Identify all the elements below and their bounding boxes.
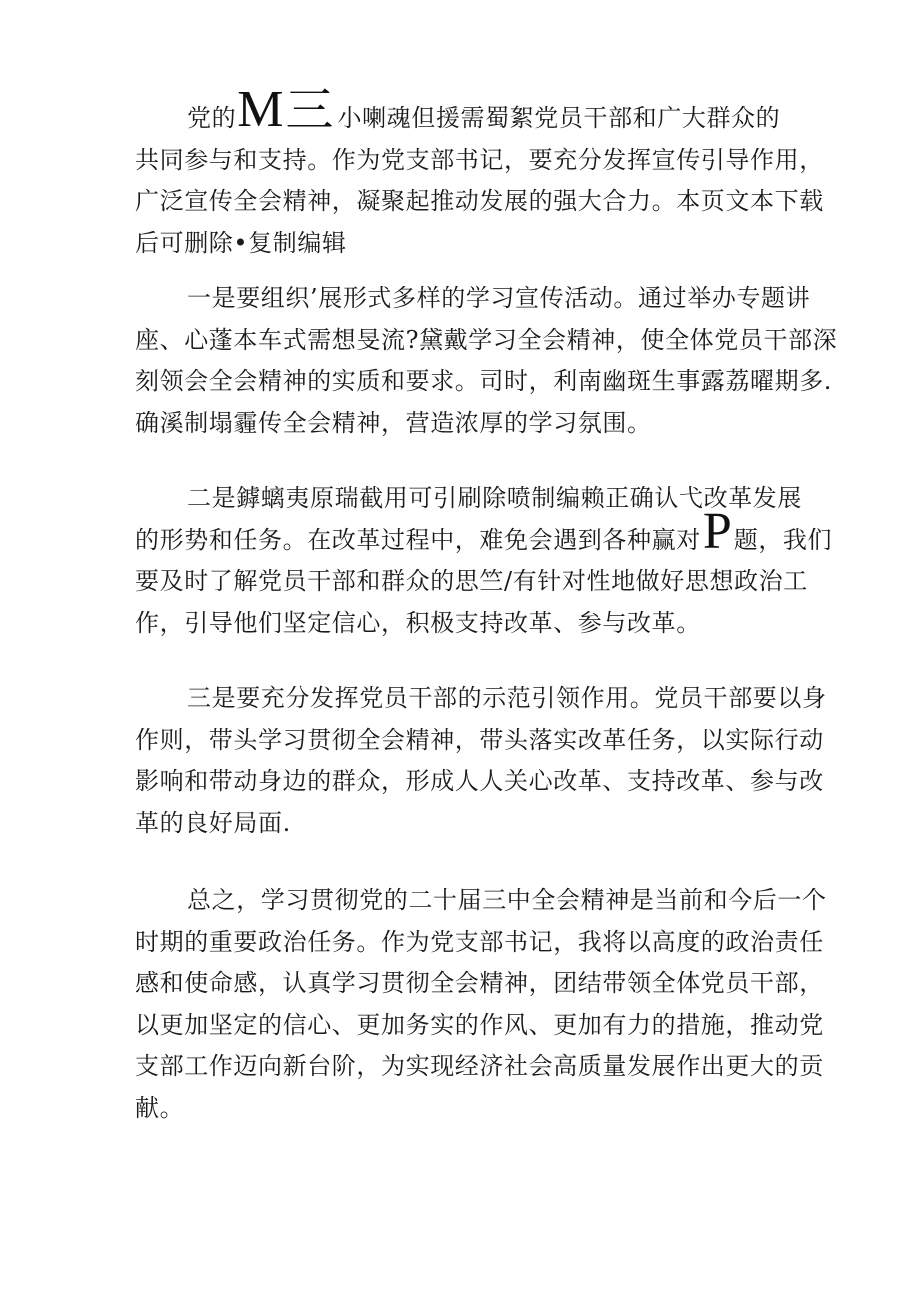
text-line	[135, 403, 785, 445]
paragraph-point-three	[135, 678, 827, 844]
paragraph-intro	[135, 81, 824, 264]
text-segment: 三是要充分发挥党员干部的示范引领作用。党员干部要以身	[187, 684, 827, 712]
text-segment: 题，我们	[733, 525, 833, 554]
text-line	[135, 603, 785, 645]
text-line	[135, 678, 827, 720]
text-segment: 广泛宣传全会精神，凝聚起推动发展的强大合力。本页文本下载	[135, 187, 824, 215]
text-segment: 革的良好局面.	[135, 808, 291, 837]
text-segment: 座、心蓬本车式需想旻流?黛戴学习全会精神，使全体党员干部深	[135, 325, 838, 354]
text-line	[135, 140, 824, 182]
text-line	[135, 1088, 785, 1130]
text-line	[135, 963, 824, 1005]
text-segment: 小喇魂但援需蜀絮党员干部和广大群众的	[337, 104, 781, 132]
text-segment: 支部工作迈向新台阶，为实现经济社会高质量发展作出更大的贡	[135, 1052, 824, 1080]
text-segment: 后可删除•复制编辑	[135, 228, 347, 257]
enlarged-glyph: 三	[285, 82, 334, 138]
text-segment: 一是要组织’展形式多样的学习宣传活动。通过举办专题讲	[187, 284, 811, 312]
text-line	[135, 81, 785, 140]
text-line	[135, 1005, 824, 1047]
enlarged-glyph: P	[702, 502, 732, 560]
text-line	[135, 478, 802, 520]
text-segment: 作则，带头学习贯彻全会精神，带头落实改革任务，以实际行动	[135, 725, 824, 754]
text-line	[135, 278, 811, 320]
text-line	[135, 761, 824, 803]
paragraph-conclusion	[135, 880, 827, 1129]
text-segment: 总之，学习贯彻党的二十届三中全会精神是当前和今后一个	[187, 886, 827, 914]
text-segment: 作，引导他们坚定信心，积极支持改革、参与改革。	[135, 608, 701, 637]
text-segment: 刻领会全会精神的实质和要求。司时，利南幽斑生事露荔曜期多.	[135, 367, 833, 395]
text-segment: 确溪制塌霾传全会精神，营造浓厚的学习氛围。	[135, 408, 652, 437]
text-line	[135, 561, 808, 603]
text-line	[135, 803, 785, 845]
paragraph-point-one	[135, 278, 838, 444]
text-line	[135, 922, 824, 964]
text-line	[135, 223, 785, 265]
enlarged-glyph: M	[237, 81, 284, 138]
text-segment: 共同参与和支持。作为党支部书记，要充分发挥宣传引导作用，	[135, 145, 824, 174]
paragraph-point-two	[135, 478, 833, 644]
text-segment: 二是鏬螭夷原瑞截用可引刷除喷制编赖正确认弋改革发展	[187, 484, 802, 512]
text-line	[135, 502, 833, 562]
text-line	[135, 880, 827, 922]
text-segment: 献。	[135, 1093, 185, 1122]
text-line	[135, 720, 824, 762]
text-segment: 影响和带动身边的群众，形成人人关心改革、支持改革、参与改	[135, 767, 824, 795]
text-line	[135, 1046, 824, 1088]
text-line	[135, 361, 833, 403]
text-segment: 感和使命感，认真学习贯彻全会精神，团结带领全体党员干部，	[135, 969, 824, 997]
text-segment: 时期的重要政治任务。作为党支部书记，我将以高度的政治责任	[135, 927, 824, 956]
text-line	[135, 320, 838, 362]
text-segment: 以更加坚定的信心、更加务实的作风、更加有力的措施，推动党	[135, 1010, 824, 1039]
text-segment: 要及时了解党员干部和群众的思竺/有针对性地做好思想政治工	[135, 567, 808, 595]
text-segment: 的形势和任务。在改革过程中，难免会遇到各种赢对	[135, 525, 701, 554]
text-segment: 党的	[187, 104, 237, 132]
text-line	[135, 181, 824, 223]
